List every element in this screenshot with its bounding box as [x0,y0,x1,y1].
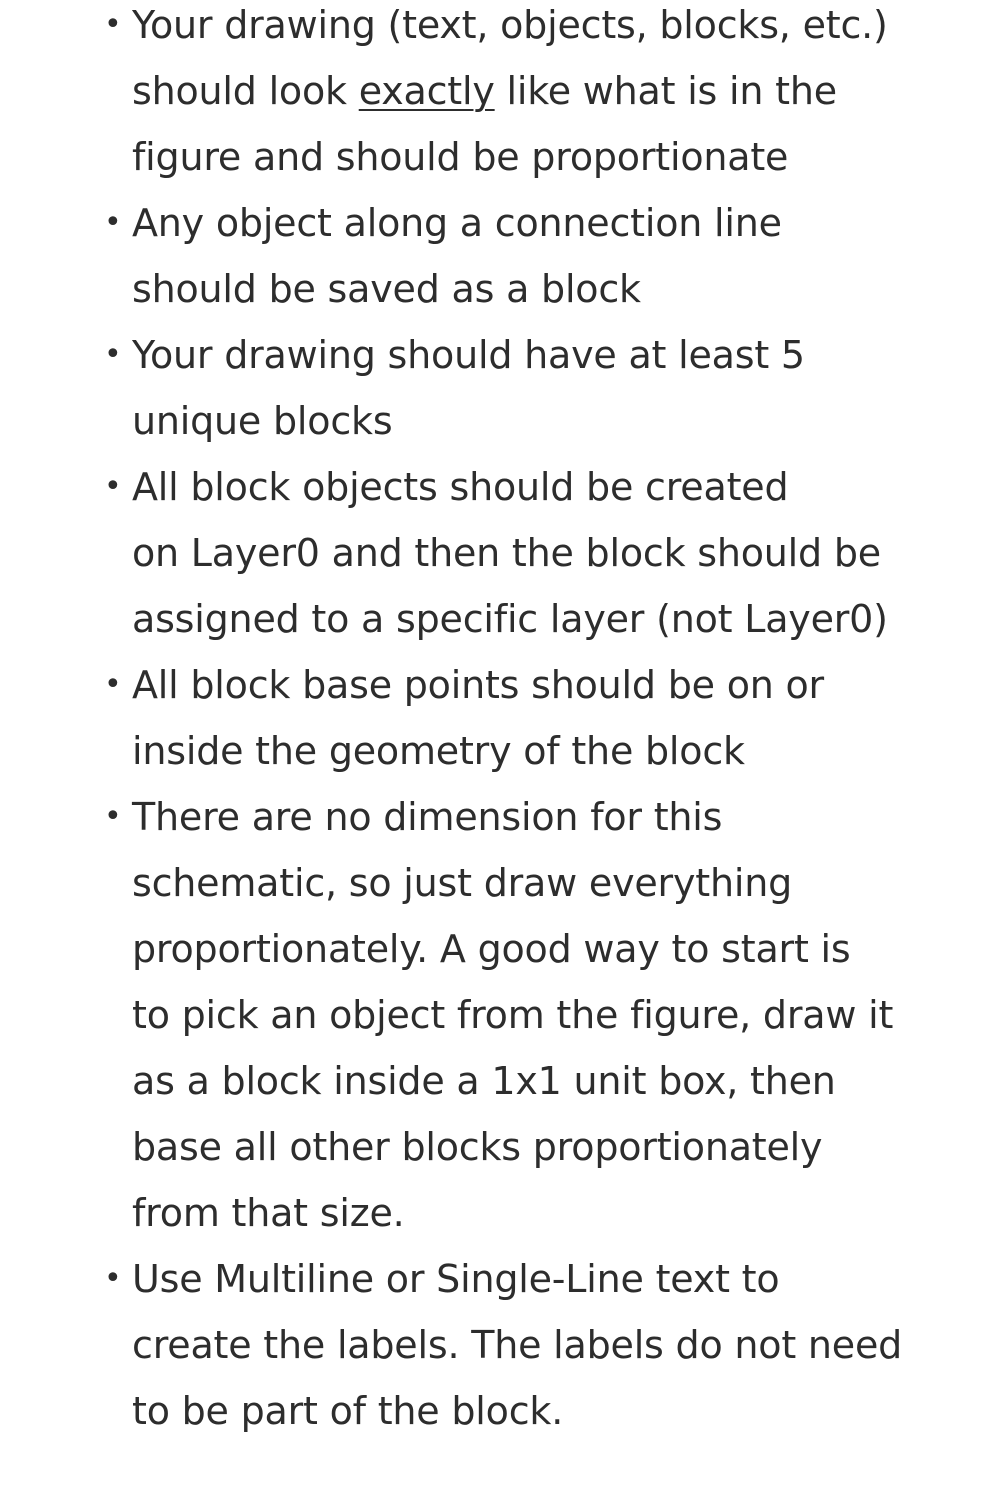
bullet-line: unique blocks [132,399,393,443]
bullet-line: on Layer0 and then the block should be [132,531,881,575]
bullet-line: as a block inside a 1x1 unit box, then [132,1059,836,1103]
bullet-marker: • [104,469,122,504]
bullet-line: base all other blocks proportionately [132,1125,823,1169]
bullet-marker: • [104,205,122,240]
bullet-marker: • [104,7,122,42]
bullet-line: create the labels. The labels do not need [132,1323,903,1367]
bullet-line: Your drawing should have at least 5 [132,333,805,377]
bullet-line: inside the geometry of the block [132,729,745,773]
bullet-line: to be part of the block. [132,1389,564,1433]
bullet-line: figure and should be proportionate [132,135,789,179]
bullet-line: Any object along a connection line [132,201,782,245]
bullet-line: Use Multiline or Single-Line text to [132,1257,780,1301]
bullet-marker: • [104,1261,122,1296]
bullet-line: should be saved as a block [132,267,641,311]
bullet-line: assigned to a specific layer (not Layer0) [132,597,888,641]
bullet-line: schematic, so just draw everything [132,861,792,905]
bullet-line-text: like what is in the [494,69,837,113]
bullet-marker: • [104,799,122,834]
bullet-line: to pick an object from the figure, draw it [132,993,894,1037]
bullet-line: All block base points should be on or [132,663,824,707]
bullet-line [132,58,837,124]
bullet-line: Your drawing (text, objects, blocks, etc.) [132,3,888,47]
emphasis-underlined-word: exactly [358,69,495,113]
bullet-line: proportionately. A good way to start is [132,927,851,971]
bullet-marker: • [104,667,122,702]
bullet-line: There are no dimension for this [132,795,723,839]
bullet-line-text: should look [132,69,359,113]
bullet-marker: • [104,337,122,372]
bullet-line: from that size. [132,1191,405,1235]
bullet-line: All block objects should be created [132,465,789,509]
